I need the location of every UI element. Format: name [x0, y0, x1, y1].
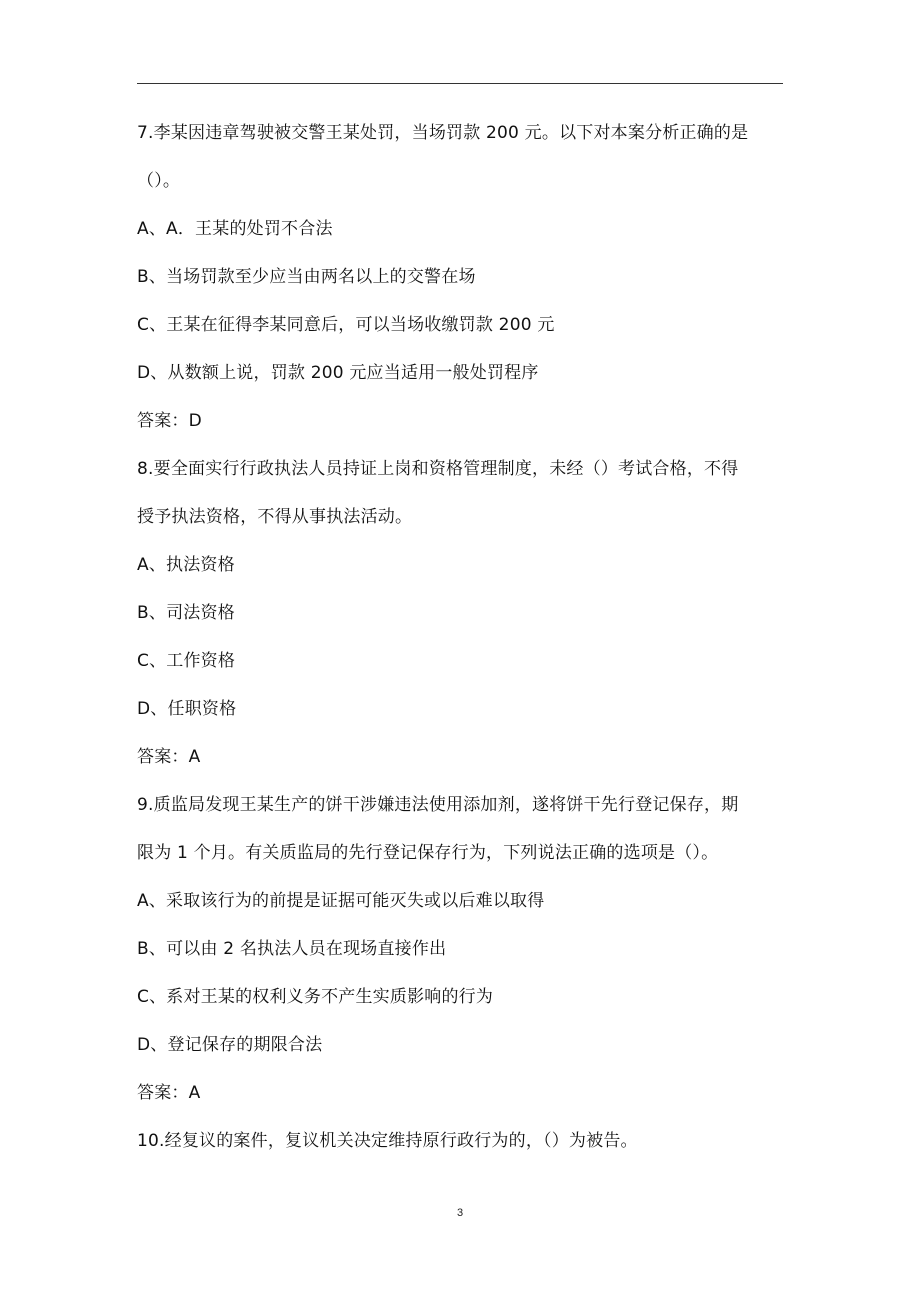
question-9-stem-line-2: 限为 1 个月。有关质监局的先行登记保存行为，下列说法正确的选项是（）。 [137, 843, 719, 863]
question-7-option-b: B、当场罚款至少应当由两名以上的交警在场 [137, 267, 476, 287]
question-7-option-a: A、A．王某的处罚不合法 [137, 219, 333, 239]
question-7 [137, 109, 787, 445]
question-9-option-b: B、可以由 2 名执法人员在现场直接作出 [137, 939, 447, 959]
question-8-stem-line-1: 8.要全面实行行政执法人员持证上岗和资格管理制度，未经（）考试合格，不得 [137, 459, 739, 479]
page-number: 3 [456, 1207, 464, 1219]
question-7-stem-line-1: 7.李某因违章驾驶被交警王某处罚，当场罚款 200 元。以下对本案分析正确的是 [137, 123, 749, 143]
question-9-option-c: C、系对王某的权利义务不产生实质影响的行为 [137, 987, 494, 1007]
question-7-answer: 答案：D [137, 411, 202, 431]
question-7-stem-line-2: （）。 [137, 171, 181, 191]
question-8-option-c: C、工作资格 [137, 651, 236, 671]
question-8-answer: 答案：A [137, 747, 201, 767]
question-9 [137, 781, 787, 1117]
question-10 [137, 1117, 787, 1165]
document-body [137, 109, 787, 1165]
question-7-option-c: C、王某在征得李某同意后，可以当场收缴罚款 200 元 [137, 315, 555, 335]
question-8-stem-line-2: 授予执法资格，不得从事执法活动。 [137, 507, 413, 527]
header-rule [137, 83, 783, 84]
question-8-option-b: B、司法资格 [137, 603, 235, 623]
question-8-option-d: D、任职资格 [137, 699, 237, 719]
question-7-option-d: D、从数额上说，罚款 200 元应当适用一般处罚程序 [137, 363, 539, 383]
question-8-option-a: A、执法资格 [137, 555, 235, 575]
question-9-option-d: D、登记保存的期限合法 [137, 1035, 323, 1055]
question-9-stem-line-1: 9.质监局发现王某生产的饼干涉嫌违法使用添加剂，遂将饼干先行登记保存，期 [137, 795, 739, 815]
question-9-option-a: A、采取该行为的前提是证据可能灭失或以后难以取得 [137, 891, 545, 911]
question-9-answer: 答案：A [137, 1083, 201, 1103]
question-8 [137, 445, 787, 781]
question-10-stem-line-1: 10.经复议的案件，复议机关决定维持原行政行为的，（）为被告。 [137, 1131, 638, 1151]
